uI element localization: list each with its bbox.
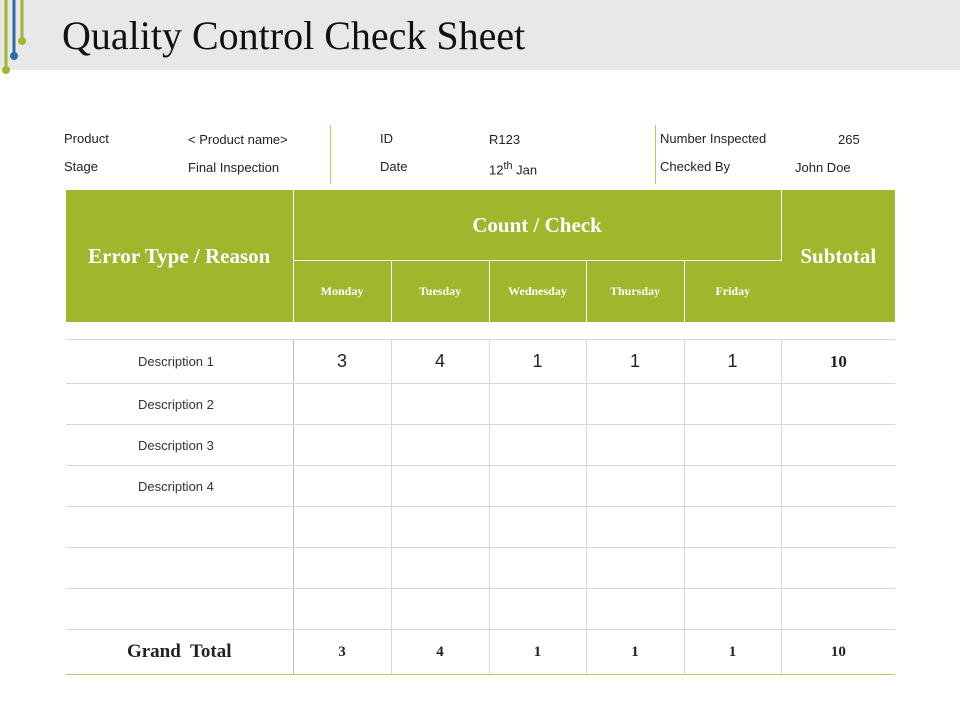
row-count-cell (489, 589, 586, 630)
row-count-cell: 1 (586, 340, 684, 384)
table-row (66, 466, 895, 507)
row-count-cell (684, 589, 781, 630)
row-count-cell (684, 507, 781, 548)
row-count-cell (586, 589, 684, 630)
header-day: Thursday (586, 261, 684, 323)
row-count-cell (489, 466, 586, 507)
row-count-cell (489, 384, 586, 425)
row-count-cell: 3 (293, 340, 391, 384)
header-spacer (66, 323, 895, 340)
date-value: 12th Jan (489, 160, 538, 178)
row-count-cell (684, 384, 781, 425)
page-title: Quality Control Check Sheet (62, 13, 526, 58)
grand-total-row (66, 630, 895, 675)
table-row (66, 384, 895, 425)
row-subtotal (781, 507, 895, 548)
row-count-cell: 1 (489, 340, 586, 384)
row-count-cell (391, 589, 489, 630)
row-count-cell (586, 507, 684, 548)
header-day: Wednesday (489, 261, 586, 323)
checked-by-value: John Doe (795, 160, 851, 175)
row-count-cell (586, 466, 684, 507)
row-description: Description 1 (66, 340, 293, 384)
row-count-cell (391, 466, 489, 507)
row-count-cell: 1 (684, 340, 781, 384)
row-subtotal (781, 425, 895, 466)
row-description (66, 548, 293, 589)
checked-by-label: Checked By (660, 159, 731, 174)
row-subtotal (781, 384, 895, 425)
grand-total-subtotal: 10 (781, 630, 895, 675)
header-day: Friday (684, 261, 781, 323)
row-count-cell (293, 384, 391, 425)
row-description: Description 2 (66, 384, 293, 425)
row-count-cell (586, 384, 684, 425)
grand-total-label: Grand Total (66, 630, 293, 675)
stage-value: Final Inspection (188, 160, 280, 175)
row-count-cell (489, 548, 586, 589)
grand-total-cell: 1 (489, 630, 586, 675)
check-sheet-table (66, 190, 895, 675)
row-subtotal (781, 548, 895, 589)
row-count-cell (586, 425, 684, 466)
table-row (66, 507, 895, 548)
table-row (66, 589, 895, 630)
row-count-cell (684, 425, 781, 466)
row-count-cell (293, 548, 391, 589)
row-count-cell (391, 548, 489, 589)
header-day: Tuesday (391, 261, 489, 323)
product-value: < Product name> (188, 132, 288, 147)
number-inspected-label: Number Inspected (660, 131, 767, 146)
header-subtotal: Subtotal (781, 190, 895, 323)
number-inspected-value: 265 (838, 132, 860, 147)
table-row (66, 340, 895, 384)
row-subtotal (781, 466, 895, 507)
row-count-cell (489, 425, 586, 466)
meta-divider (655, 125, 656, 184)
header-count-check: Count / Check (293, 190, 781, 261)
product-label: Product (64, 131, 109, 146)
grand-total-cell: 4 (391, 630, 489, 675)
row-count-cell (684, 466, 781, 507)
row-count-cell (293, 507, 391, 548)
row-count-cell (293, 425, 391, 466)
row-count-cell (684, 548, 781, 589)
row-subtotal: 10 (781, 340, 895, 384)
row-description (66, 589, 293, 630)
row-count-cell: 4 (391, 340, 489, 384)
row-count-cell (391, 507, 489, 548)
row-description: Description 3 (66, 425, 293, 466)
row-count-cell (489, 507, 586, 548)
id-label: ID (380, 131, 393, 146)
header-error-type: Error Type / Reason (66, 190, 293, 323)
decorative-lines-graphic (0, 0, 40, 80)
table-row (66, 425, 895, 466)
row-count-cell (293, 466, 391, 507)
date-label: Date (380, 159, 408, 174)
row-count-cell (391, 425, 489, 466)
row-subtotal (781, 589, 895, 630)
row-count-cell (586, 548, 684, 589)
grand-total-cell: 1 (684, 630, 781, 675)
meta-divider (330, 125, 331, 184)
table-row (66, 548, 895, 589)
grand-total-cell: 3 (293, 630, 391, 675)
row-count-cell (293, 589, 391, 630)
row-description: Description 4 (66, 466, 293, 507)
header-day: Monday (293, 261, 391, 323)
stage-label: Stage (64, 159, 98, 174)
id-value: R123 (489, 132, 521, 147)
row-description (66, 507, 293, 548)
row-count-cell (391, 384, 489, 425)
grand-total-cell: 1 (586, 630, 684, 675)
